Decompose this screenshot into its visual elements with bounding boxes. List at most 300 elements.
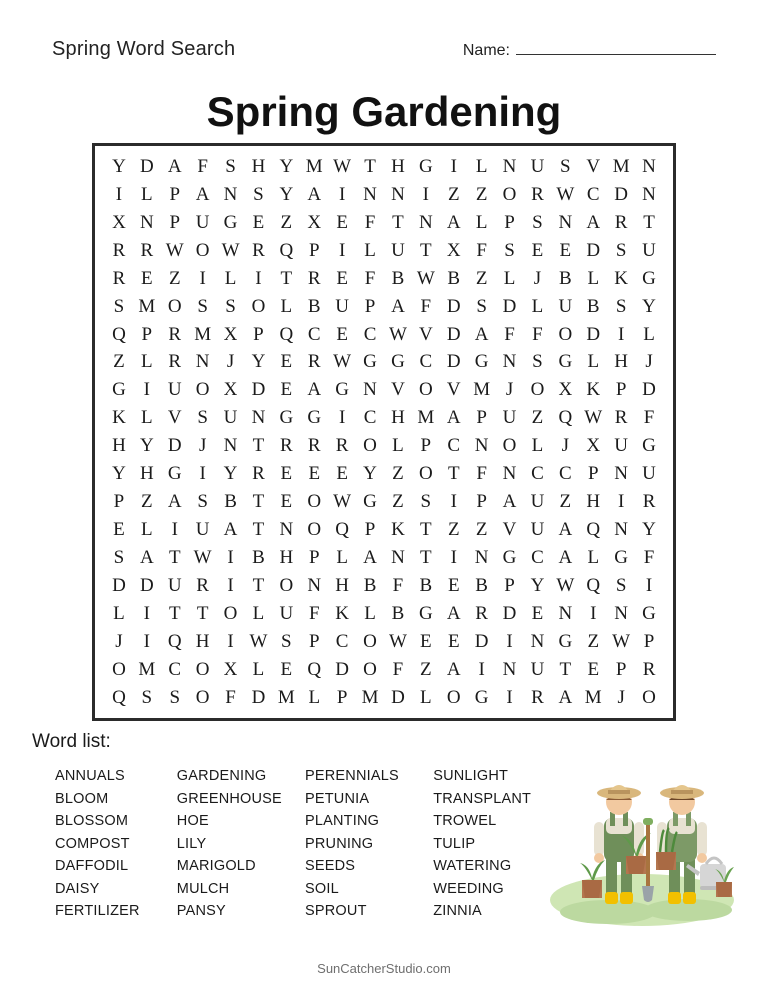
grid-cell[interactable]: V [446,379,461,401]
grid-cell[interactable]: D [502,295,517,317]
grid-cell[interactable]: N [614,518,628,540]
wordlist-item[interactable]: ZINNIA [433,903,482,919]
grid-cell[interactable]: T [196,602,209,624]
grid-cell[interactable]: A [195,183,210,205]
grid-cell[interactable]: C [447,435,461,457]
grid-cell[interactable]: D [586,323,601,345]
grid-cell[interactable]: A [167,491,182,513]
grid-cell[interactable]: Y [642,295,656,317]
grid-cell[interactable]: U [167,574,182,596]
grid-cell[interactable]: W [249,630,268,652]
grid-cell[interactable]: A [446,407,461,429]
grid-cell[interactable]: Q [586,574,601,596]
grid-cell[interactable]: C [559,463,572,485]
grid-cell[interactable]: H [391,407,405,429]
grid-cell[interactable]: J [533,267,542,289]
grid-cell[interactable]: S [225,156,236,177]
grid-cell[interactable]: N [502,463,517,485]
grid-cell[interactable]: B [447,267,461,289]
grid-cell[interactable]: Z [475,183,488,205]
grid-cell[interactable]: M [138,295,156,317]
grid-cell[interactable]: E [447,630,460,652]
grid-cell[interactable]: G [474,686,489,708]
grid-cell[interactable]: R [307,267,321,289]
grid-cell[interactable]: J [226,351,235,373]
wordlist-item[interactable]: DAISY [55,880,100,897]
grid-cell[interactable]: D [446,351,461,373]
grid-cell[interactable]: D [112,574,126,596]
grid-cell[interactable]: E [336,211,348,233]
wordlist-item[interactable]: PANSY [176,903,226,919]
grid-cell[interactable]: R [140,239,154,261]
grid-cell[interactable]: L [643,323,655,345]
grid-cell[interactable]: D [391,686,405,708]
grid-cell[interactable]: W [333,351,352,373]
grid-cell[interactable]: B [363,574,377,596]
grid-cell[interactable]: S [113,295,125,317]
grid-cell[interactable]: E [280,658,293,680]
grid-cell[interactable]: M [473,379,491,401]
grid-cell[interactable]: R [642,491,656,513]
grid-cell[interactable]: I [115,183,123,205]
grid-cell[interactable]: X [223,379,238,401]
grid-cell[interactable]: F [476,239,487,261]
grid-cell[interactable]: N [363,183,377,205]
grid-cell[interactable]: P [336,686,348,708]
grid-cell[interactable]: O [558,323,573,345]
wordlist-item[interactable]: WATERING [433,858,512,874]
grid-cell[interactable]: U [642,239,656,261]
grid-cell[interactable]: L [587,351,600,373]
grid-cell[interactable]: I [590,602,597,624]
grid-cell[interactable]: L [587,546,600,568]
wordlist-item[interactable]: WEEDING [433,880,504,897]
grid-cell[interactable]: I [227,546,234,568]
grid-cell[interactable]: G [335,379,349,401]
grid-cell[interactable]: C [307,323,321,345]
grid-cell[interactable]: I [143,602,150,624]
grid-cell[interactable]: L [475,156,488,177]
grid-cell[interactable]: M [305,156,323,177]
grid-cell[interactable]: R [307,351,321,373]
grid-cell[interactable]: T [168,602,181,624]
grid-cell[interactable]: Z [420,658,432,680]
grid-cell[interactable]: Q [279,239,294,261]
grid-cell[interactable]: O [307,491,322,513]
grid-cell[interactable]: L [141,518,153,540]
grid-cell[interactable]: Y [139,435,154,457]
grid-cell[interactable]: E [336,323,348,345]
grid-cell[interactable]: B [391,602,405,624]
grid-cell[interactable]: D [167,435,182,457]
grid-cell[interactable]: J [115,630,123,652]
grid-cell[interactable]: I [422,183,429,205]
grid-cell[interactable]: O [363,630,377,652]
grid-cell[interactable]: P [113,491,125,513]
grid-cell[interactable]: E [587,658,600,680]
grid-cell[interactable]: B [586,295,600,317]
grid-cell[interactable]: L [141,183,153,205]
grid-cell[interactable]: D [139,574,154,596]
grid-cell[interactable]: T [420,518,432,540]
grid-cell[interactable]: W [388,323,407,345]
grid-cell[interactable]: N [307,574,322,596]
grid-cell[interactable]: Q [112,686,126,708]
grid-cell[interactable]: R [307,435,321,457]
grid-cell[interactable]: A [586,211,601,233]
grid-cell[interactable]: R [614,407,628,429]
grid-cell[interactable]: T [364,156,376,177]
grid-cell[interactable]: Q [335,518,349,540]
grid-cell[interactable]: N [558,602,573,624]
grid-cell[interactable]: Y [112,156,126,177]
wordlist-item[interactable]: TULIP [433,835,476,852]
grid-cell[interactable]: Q [112,323,126,345]
grid-cell[interactable]: Q [558,407,573,429]
grid-cell[interactable]: I [199,463,206,485]
grid-cell[interactable]: P [308,630,320,652]
grid-cell[interactable]: E [308,463,321,485]
grid-cell[interactable]: N [614,602,628,624]
grid-cell[interactable]: E [280,491,293,513]
grid-cell[interactable]: N [139,211,154,233]
grid-cell[interactable]: O [112,658,126,680]
grid-cell[interactable]: F [532,323,543,345]
grid-cell[interactable]: N [474,435,489,457]
grid-cell[interactable]: W [333,156,352,177]
grid-cell[interactable]: L [364,602,376,624]
grid-cell[interactable]: H [614,351,628,373]
grid-cell[interactable]: T [392,211,404,233]
grid-cell[interactable]: Q [307,658,322,680]
grid-cell[interactable]: H [279,546,294,568]
grid-cell[interactable]: M [138,658,156,680]
grid-cell[interactable]: I [227,574,234,596]
grid-cell[interactable]: S [197,407,208,429]
grid-cell[interactable]: A [167,156,182,177]
grid-cell[interactable]: D [446,323,461,345]
grid-cell[interactable]: P [615,658,627,680]
grid-cell[interactable]: P [420,435,432,457]
grid-cell[interactable]: Y [112,463,126,485]
grid-cell[interactable]: N [614,463,628,485]
grid-cell[interactable]: O [418,379,433,401]
wordlist-item[interactable]: MULCH [176,880,230,897]
grid-cell[interactable]: N [195,351,210,373]
grid-cell[interactable]: P [615,379,627,401]
grid-cell[interactable]: O [195,379,210,401]
wordlist-item[interactable]: TROWEL [433,813,497,829]
grid-cell[interactable]: O [642,686,656,708]
grid-cell[interactable]: U [558,295,573,317]
grid-cell[interactable]: G [642,435,656,457]
grid-cell[interactable]: Y [642,518,656,540]
grid-cell[interactable]: X [112,211,126,233]
grid-cell[interactable]: G [474,351,489,373]
grid-cell[interactable]: I [617,491,625,513]
grid-cell[interactable]: O [502,435,517,457]
grid-cell[interactable]: B [224,491,237,513]
grid-cell[interactable]: F [364,267,376,289]
grid-cell[interactable]: U [223,407,238,429]
grid-cell[interactable]: F [197,156,208,177]
grid-cell[interactable]: L [252,658,265,680]
grid-cell[interactable]: O [167,295,182,317]
grid-cell[interactable]: I [450,156,457,177]
grid-cell[interactable]: S [197,491,208,513]
grid-cell[interactable]: R [475,602,488,624]
grid-cell[interactable]: Z [113,351,125,373]
grid-cell[interactable]: N [474,546,489,568]
grid-cell[interactable]: R [614,211,628,233]
grid-cell[interactable]: E [141,267,153,289]
grid-cell[interactable]: A [558,518,573,540]
grid-cell[interactable]: D [251,686,266,708]
grid-cell[interactable]: N [642,156,656,177]
grid-cell[interactable]: O [223,602,238,624]
grid-cell[interactable]: K [614,267,628,289]
grid-cell[interactable]: N [558,211,573,233]
grid-cell[interactable]: G [502,546,517,568]
grid-cell[interactable]: F [643,546,655,568]
grid-cell[interactable]: B [391,267,405,289]
grid-cell[interactable]: G [279,407,294,429]
grid-cell[interactable]: O [195,239,210,261]
grid-cell[interactable]: D [642,379,656,401]
grid-cell[interactable]: L [113,602,125,624]
grid-cell[interactable]: I [338,183,346,205]
wordlist-item[interactable]: PETUNIA [305,790,370,807]
wordlist-item[interactable]: FERTILIZER [55,903,140,919]
grid-cell[interactable]: U [195,211,210,233]
grid-cell[interactable]: I [450,546,457,568]
grid-cell[interactable]: C [531,546,544,568]
grid-cell[interactable]: O [363,435,377,457]
grid-cell[interactable]: P [141,323,153,345]
grid-cell[interactable]: E [531,239,544,261]
grid-cell[interactable]: I [199,267,206,289]
grid-cell[interactable]: H [112,435,126,457]
grid-cell[interactable]: D [502,602,517,624]
grid-cell[interactable]: Q [279,323,294,345]
grid-cell[interactable]: S [141,686,153,708]
grid-cell[interactable]: L [531,435,544,457]
grid-cell[interactable]: W [612,630,631,652]
grid-cell[interactable]: U [502,407,517,429]
grid-cell[interactable]: S [253,183,264,205]
grid-cell[interactable]: N [223,183,238,205]
word-search-grid[interactable] [105,154,663,710]
grid-cell[interactable]: W [165,239,184,261]
grid-cell[interactable]: I [506,630,513,652]
grid-cell[interactable]: A [558,546,573,568]
grid-cell[interactable]: Z [141,491,153,513]
grid-cell[interactable]: N [642,183,656,205]
grid-cell[interactable]: R [112,267,126,289]
grid-cell[interactable]: V [502,518,517,540]
grid-cell[interactable]: I [450,491,457,513]
grid-cell[interactable]: C [335,630,349,652]
grid-cell[interactable]: F [308,602,320,624]
grid-cell[interactable]: L [364,239,376,261]
grid-cell[interactable]: A [558,686,573,708]
grid-cell[interactable]: U [530,491,545,513]
grid-cell[interactable]: K [335,602,349,624]
grid-cell[interactable]: S [281,630,292,652]
grid-cell[interactable]: L [336,546,348,568]
grid-cell[interactable]: R [168,323,182,345]
grid-cell[interactable]: U [530,658,545,680]
wordlist-item[interactable]: ANNUALS [55,768,125,784]
grid-cell[interactable]: H [251,156,266,177]
grid-cell[interactable]: O [363,658,377,680]
grid-cell[interactable]: E [531,602,544,624]
grid-cell[interactable]: T [252,574,265,596]
grid-cell[interactable]: B [475,574,488,596]
grid-cell[interactable]: P [364,518,376,540]
grid-cell[interactable]: O [251,295,266,317]
grid-cell[interactable]: O [195,658,210,680]
grid-cell[interactable]: D [335,658,349,680]
grid-cell[interactable]: S [615,574,627,596]
grid-cell[interactable]: J [561,435,570,457]
grid-cell[interactable]: G [558,630,573,652]
grid-cell[interactable]: L [587,267,600,289]
grid-cell[interactable]: E [113,518,125,540]
grid-cell[interactable]: N [502,156,517,177]
grid-cell[interactable]: X [223,323,238,345]
grid-cell[interactable]: H [335,574,349,596]
grid-cell[interactable]: W [388,630,407,652]
grid-cell[interactable]: R [252,463,265,485]
grid-cell[interactable]: T [252,435,265,457]
grid-cell[interactable]: L [420,686,432,708]
grid-cell[interactable]: E [280,463,293,485]
grid-cell[interactable]: B [252,546,265,568]
grid-cell[interactable]: U [167,379,182,401]
grid-cell[interactable]: M [277,686,295,708]
grid-cell[interactable]: W [333,491,352,513]
grid-cell[interactable]: A [363,546,377,568]
grid-cell[interactable]: N [530,630,545,652]
grid-cell[interactable]: W [556,574,575,596]
grid-cell[interactable]: S [420,491,432,513]
grid-cell[interactable]: X [307,211,322,233]
grid-cell[interactable]: U [279,602,294,624]
grid-cell[interactable]: G [391,351,405,373]
grid-cell[interactable]: S [532,211,543,233]
grid-cell[interactable]: G [558,351,573,373]
wordlist-item[interactable]: GARDENING [176,768,267,784]
grid-cell[interactable]: V [167,407,182,429]
grid-cell[interactable]: R [280,435,293,457]
grid-cell[interactable]: G [642,267,656,289]
grid-cell[interactable]: Y [251,351,266,373]
grid-cell[interactable]: O [502,183,517,205]
grid-cell[interactable]: S [225,295,236,317]
grid-cell[interactable]: R [196,574,209,596]
grid-cell[interactable]: Y [279,183,294,205]
grid-cell[interactable]: W [221,239,240,261]
grid-cell[interactable]: N [363,379,377,401]
grid-cell[interactable]: I [227,630,234,652]
wordlist-item[interactable]: PERENNIALS [305,768,399,784]
grid-cell[interactable]: I [255,267,262,289]
grid-cell[interactable]: G [418,602,433,624]
grid-cell[interactable]: B [307,295,321,317]
wordlist-item[interactable]: SUNLIGHT [433,768,509,784]
wordlist-item[interactable]: COMPOST [55,835,130,852]
grid-cell[interactable]: R [168,351,182,373]
grid-cell[interactable]: C [363,407,377,429]
grid-cell[interactable]: Y [530,574,545,596]
grid-cell[interactable]: T [559,658,572,680]
grid-cell[interactable]: L [252,602,265,624]
grid-cell[interactable]: P [364,295,376,317]
grid-cell[interactable]: M [417,407,435,429]
grid-cell[interactable]: I [338,407,346,429]
grid-cell[interactable]: U [614,435,628,457]
grid-cell[interactable]: T [447,463,460,485]
grid-cell[interactable]: T [643,211,655,233]
grid-cell[interactable]: O [418,463,433,485]
grid-cell[interactable]: S [615,239,627,261]
grid-cell[interactable]: L [531,295,544,317]
grid-cell[interactable]: L [503,267,516,289]
grid-cell[interactable]: I [478,658,485,680]
grid-cell[interactable]: X [446,239,461,261]
grid-cell[interactable]: C [586,183,600,205]
grid-cell[interactable]: F [225,686,236,708]
wordlist-item[interactable]: SPROUT [305,903,367,919]
grid-cell[interactable]: A [502,491,517,513]
grid-cell[interactable]: N [391,546,405,568]
grid-cell[interactable]: C [419,351,433,373]
wordlist-item[interactable]: HOE [176,813,209,829]
wordlist-item[interactable]: PRUNING [305,835,374,852]
grid-cell[interactable]: P [308,239,320,261]
grid-cell[interactable]: S [169,686,181,708]
wordlist-item[interactable]: PLANTING [305,813,380,829]
grid-cell[interactable]: D [446,295,461,317]
grid-cell[interactable]: U [195,518,210,540]
grid-cell[interactable]: I [506,686,513,708]
grid-cell[interactable]: E [252,211,265,233]
grid-cell[interactable]: L [475,211,488,233]
grid-cell[interactable]: R [252,239,265,261]
grid-cell[interactable]: P [504,211,515,233]
grid-cell[interactable]: Y [363,463,377,485]
grid-cell[interactable]: U [530,156,545,177]
grid-cell[interactable]: P [253,323,264,345]
grid-cell[interactable]: E [420,630,432,652]
grid-cell[interactable]: N [418,211,433,233]
grid-cell[interactable]: Z [531,407,544,429]
grid-cell[interactable]: T [420,546,432,568]
grid-cell[interactable]: K [391,518,405,540]
grid-cell[interactable]: P [476,491,487,513]
grid-cell[interactable]: G [223,211,238,233]
grid-cell[interactable]: S [113,546,125,568]
grid-cell[interactable]: Z [280,211,293,233]
grid-cell[interactable]: O [446,686,461,708]
grid-cell[interactable]: R [642,658,656,680]
grid-cell[interactable]: S [476,295,487,317]
grid-cell[interactable]: P [476,407,487,429]
grid-cell[interactable]: W [193,546,212,568]
grid-cell[interactable]: G [363,351,377,373]
grid-cell[interactable]: Z [559,491,572,513]
